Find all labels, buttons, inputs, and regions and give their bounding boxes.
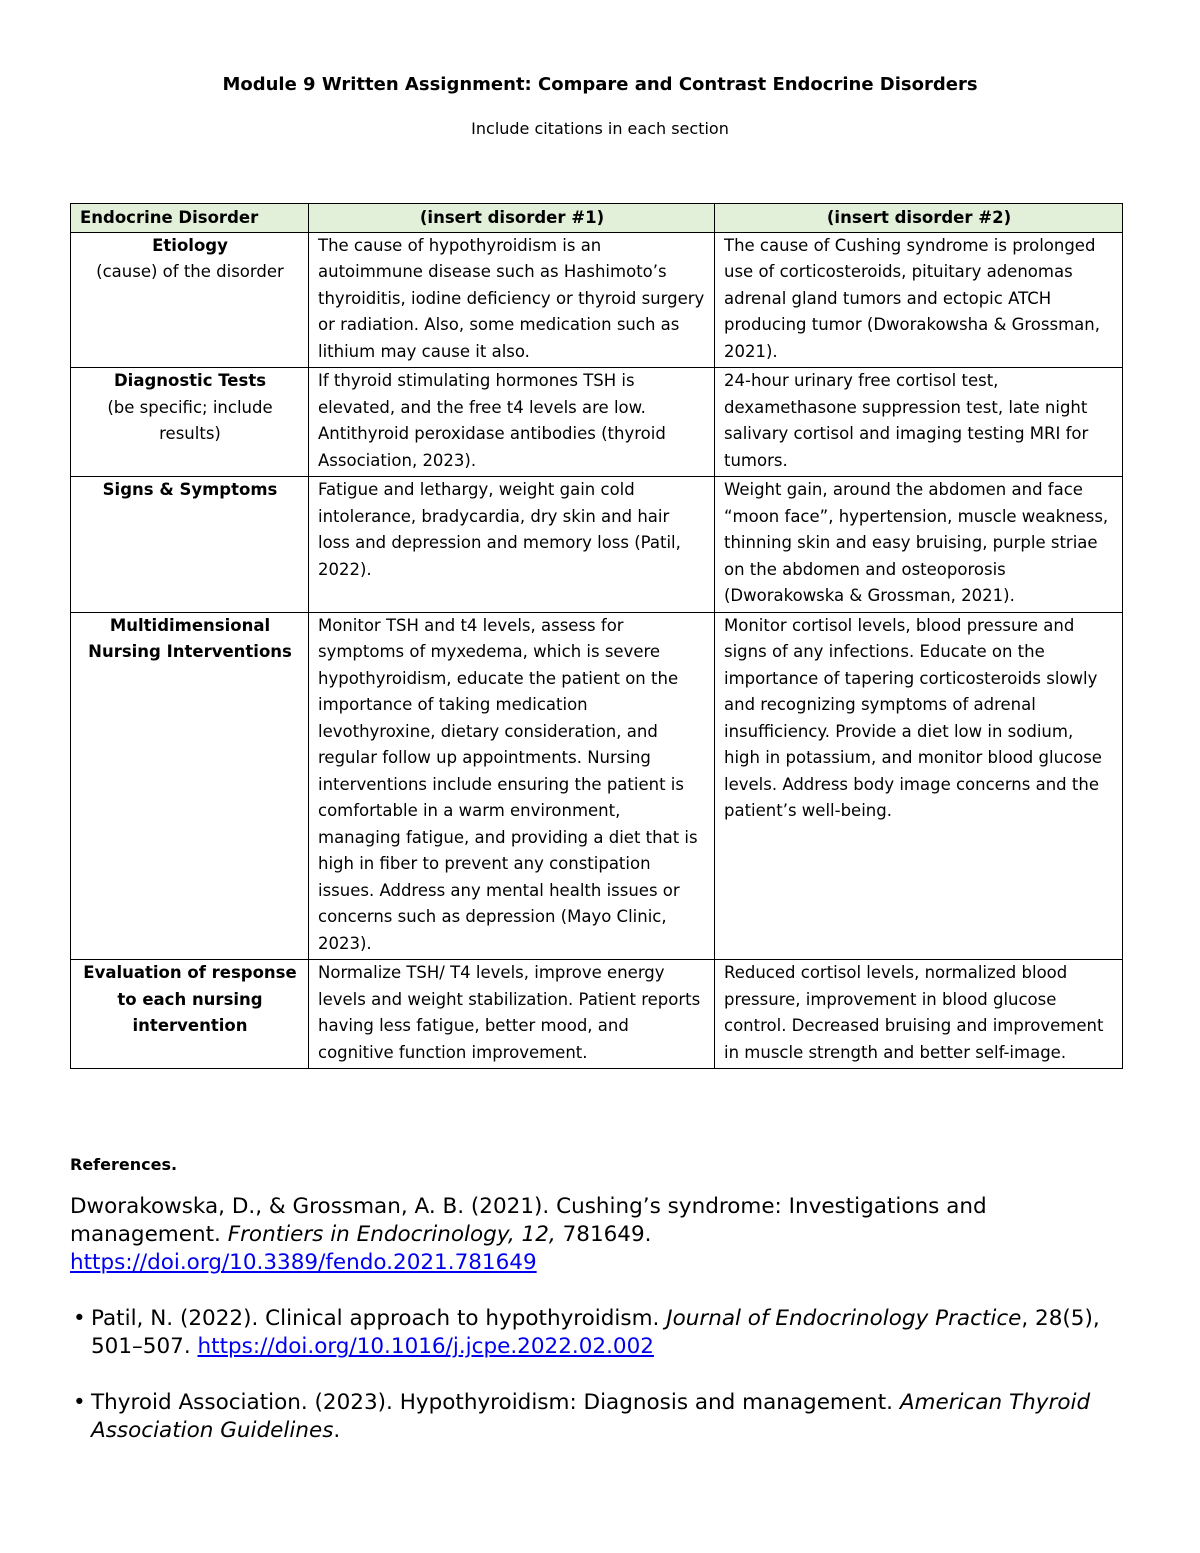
table-cell: Fatigue and lethargy, weight gain cold intolerance, bradycardia, dry skin and hair loss and depression and memory loss (Patil, 2022).: [309, 477, 715, 613]
row-title: Multidimensional Nursing Interventions: [88, 615, 292, 661]
reference-doi-link[interactable]: https://doi.org/10.1016/j.jcpe.2022.02.002: [197, 1334, 654, 1359]
table-row-etiology: [71, 232, 1123, 368]
reference-text: Patil, N. (2022). Clinical approach to hypothyroidism.: [91, 1306, 667, 1331]
row-title: Signs & Symptoms: [102, 480, 278, 499]
reference-tail: .: [333, 1418, 341, 1443]
table-cell: Reduced cortisol levels, normalized blood pressure, improvement in blood glucose control. Decreased bruising and improvement in muscle strength and better self-image.: [715, 960, 1123, 1069]
row-title: Etiology: [152, 235, 228, 255]
table-cell: The cause of hypothyroidism is an autoimmune disease such as Hashimoto’s thyroiditis, iodine deficiency or thyroid surgery or radiation. Also, some medication such as lithium may cause it also.: [309, 232, 715, 368]
table-cell: If thyroid stimulating hormones TSH is elevated, and the free t4 levels are low. Antithyroid peroxidase antibodies (thyroid Association, 2023).: [309, 368, 715, 477]
row-heading: [71, 232, 309, 368]
row-subtitle: (cause) of the disorder: [96, 262, 284, 281]
reference-tail: , 28(5), 501–507.: [91, 1306, 1100, 1359]
table-row-evaluation: [71, 960, 1123, 1069]
row-heading: [71, 368, 309, 477]
reference-text: Dworakowska, D., & Grossman, A. B. (2021). Cushing’s syndrome: Investigations and management.: [70, 1194, 987, 1247]
page-subtitle: Include citations in each section: [471, 119, 729, 138]
row-heading: [71, 477, 309, 613]
table-cell: 24-hour urinary free cortisol test, dexamethasone suppression test, late night salivary cortisol and imaging testing MRI for tumors.: [715, 368, 1123, 477]
reference-doi-link[interactable]: https://doi.org/10.3389/fendo.2021.781649: [70, 1250, 537, 1275]
table-cell: The cause of Cushing syndrome is prolonged use of corticosteroids, pituitary adenomas adrenal gland tumors and ectopic ATCH producing tumor (Dworakowsha & Grossman, 2021).: [715, 232, 1123, 368]
reference-journal: American Thyroid Association Guidelines: [91, 1390, 1091, 1443]
table-cell: Normalize TSH/ T4 levels, improve energy levels and weight stabilization. Patient reports having less fatigue, better mood, and cognitive function improvement.: [309, 960, 715, 1069]
table-row-diagnostic-tests: [71, 368, 1123, 477]
references-list: [70, 1193, 1140, 1473]
header-endocrine-disorder: Endocrine Disorder: [71, 204, 309, 233]
comparison-table: [70, 203, 1123, 1069]
reference-item: [70, 1389, 1140, 1445]
table-row-signs-symptoms: [71, 477, 1123, 613]
row-title: Evaluation of response to each nursing intervention: [83, 963, 297, 1035]
row-title: Diagnostic Tests: [113, 371, 267, 390]
row-heading: [71, 612, 309, 960]
references-heading: References.: [70, 1155, 178, 1174]
reference-item: [70, 1305, 1140, 1361]
reference-journal: Frontiers in Endocrinology, 12,: [227, 1222, 556, 1247]
header-disorder-2: (insert disorder #2): [715, 204, 1123, 233]
row-heading: [71, 960, 309, 1069]
table-cell: Weight gain, around the abdomen and face “moon face”, hypertension, muscle weakness, thinning skin and easy bruising, purple striae on the abdomen and osteoporosis (Dworakowska & Grossman, 2021).: [715, 477, 1123, 613]
bullet-icon: •: [73, 1390, 86, 1415]
reference-text: Thyroid Association. (2023). Hypothyroidism: Diagnosis and management.: [91, 1390, 900, 1415]
table-cell: Monitor TSH and t4 levels, assess for symptoms of myxedema, which is severe hypothyroidism, educate the patient on the importance of taking medication levothyroxine, dietary consideration, and regular follow up appointments. Nursing interventions include ensuring the patient is comfortable in a warm environment, managing fatigue, and providing a diet that is high in fiber to prevent any constipation issues. Address any mental health issues or concerns such as depression (Mayo Clinic, 2023).: [309, 612, 715, 960]
bullet-icon: •: [73, 1306, 86, 1331]
table-cell: Monitor cortisol levels, blood pressure and signs of any infections. Educate on the importance of tapering corticosteroids slowly and recognizing symptoms of adrenal insufficiency. Provide a diet low in sodium, high in potassium, and monitor blood glucose levels. Address body image concerns and the patient’s well-being.: [715, 612, 1123, 960]
table-row-nursing-interventions: [71, 612, 1123, 960]
reference-journal: Journal of Endocrinology Practice: [666, 1306, 1022, 1331]
row-subtitle: (be specific; include results): [107, 397, 273, 443]
reference-tail: 781649.: [555, 1222, 652, 1247]
reference-item: [70, 1193, 1140, 1277]
page-title: Module 9 Written Assignment: Compare and Contrast Endocrine Disorders: [222, 74, 978, 95]
table-header-row: [71, 204, 1123, 233]
header-disorder-1: (insert disorder #1): [309, 204, 715, 233]
